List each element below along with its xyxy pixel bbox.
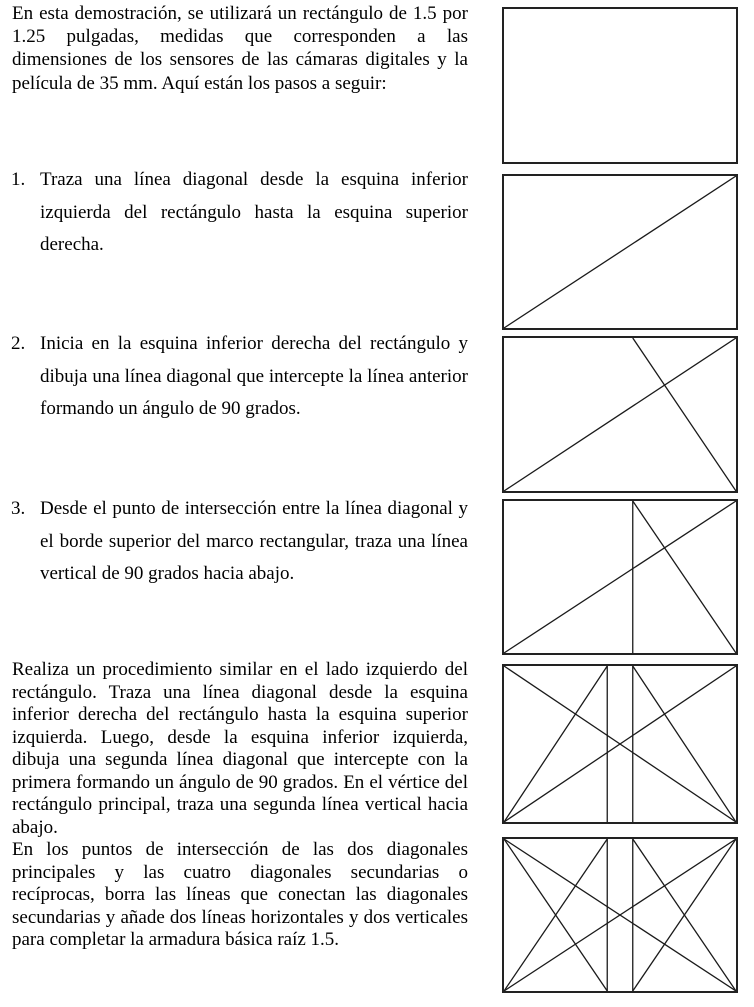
step-text-1: Traza una línea diagonal desde la esquina inferior izquierda del rectángulo hasta la esquina superior derecha. xyxy=(40,169,468,255)
figure-rectangulo-base xyxy=(502,7,738,164)
step-text-3: Desde el punto de intersección entre la línea diagonal y el borde superior del marco rectangular, traza una línea vertical de 90 grados hacia abajo. xyxy=(40,498,468,584)
closing-paragraphs xyxy=(12,659,468,952)
step-item-1 xyxy=(11,164,468,262)
figure-diagonales-y-verticales-ambos-lados xyxy=(502,664,738,824)
final-armature-paragraph: En los puntos de intersección de las dos diagonales principales y las cuatro diagonales secundarias o recíprocas, borra las líneas que conectan las diagonales secundarias y añade dos líneas horizontales y dos verticales para completar la armadura básica raíz 1.5. xyxy=(12,839,468,950)
step-number-2: 2. xyxy=(11,333,26,354)
intro-paragraph: En esta demostración, se utilizará un rectángulo de 1.5 por 1.25 pulgadas, medidas que corresponden a las dimensiones de los sensores de las cámaras digitales y la película de 35 mm. Aquí están los pasos a seguir: xyxy=(12,3,468,94)
step-number-3: 3. xyxy=(11,498,26,519)
figure-diagonal-reciproca-derecha xyxy=(502,336,738,493)
left-procedure-paragraph: Realiza un procedimiento similar en el lado izquierdo del rectángulo. Traza una línea diagonal desde la esquina inferior derecha del rectángulo hasta la esquina superior izquierda. Luego, desde la esquina inferior izquierda, dibuja una segunda línea diagonal que intercepte con la primera formando un ángulo de 90 grados. En el vértice del rectángulo principal, traza una segunda línea vertical hacia abajo. xyxy=(12,659,468,838)
figure-vertical-derecha xyxy=(502,499,738,655)
figure-armadura-basica-raiz-1-5 xyxy=(502,837,738,993)
step-number-1: 1. xyxy=(11,169,26,190)
step-text-2: Inicia en la esquina inferior derecha del rectángulo y dibuja una línea diagonal que intercepte la línea anterior formando un ángulo de 90 grados. xyxy=(40,333,468,419)
step-item-2 xyxy=(11,328,468,426)
figure-diagonal-principal xyxy=(502,174,738,330)
step-item-3 xyxy=(11,493,468,591)
